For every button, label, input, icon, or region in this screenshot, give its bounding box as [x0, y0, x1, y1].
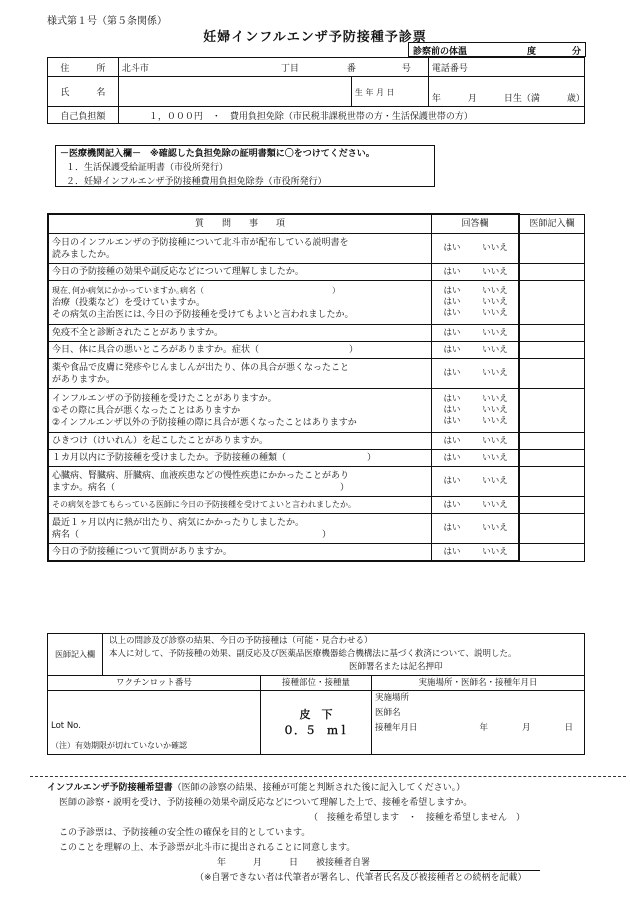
col-place-header: 実施場所・医師名・接種年月日 — [371, 676, 584, 691]
doctor-note-cell[interactable] — [519, 325, 585, 342]
answer-yes[interactable] — [432, 467, 473, 497]
no-option[interactable]: いいえ — [482, 243, 508, 253]
yes-option[interactable]: はい — [443, 297, 461, 307]
answer-yes[interactable] — [432, 389, 473, 433]
no-option[interactable]: いいえ — [482, 499, 508, 510]
no-option[interactable]: いいえ — [482, 405, 508, 415]
wish-section — [47, 781, 607, 886]
doctor-note-cell[interactable] — [519, 359, 585, 389]
doctor-note-cell[interactable] — [519, 281, 585, 325]
header-answer: 回答欄 — [432, 214, 520, 234]
question-text — [48, 342, 432, 359]
question-row — [48, 433, 585, 450]
address-field[interactable] — [118, 58, 428, 77]
place-field[interactable] — [371, 691, 584, 755]
medical-heading: －医療機関記入欄－ ※確認した負担免除の証明書類に〇をつけてください。 — [60, 149, 375, 159]
answer-yes[interactable] — [432, 281, 473, 325]
yes-option[interactable]: はい — [443, 405, 461, 415]
date-label: 接種年月日 — [374, 723, 418, 733]
doctor-note-cell[interactable] — [519, 342, 585, 359]
answer-yes[interactable] — [432, 514, 473, 544]
cost-value: １，０００円 ・ 費用負担免除（市民税非課税世帯の方・生活保護世帯の方） — [118, 107, 584, 124]
no-option[interactable]: いいえ — [482, 452, 508, 463]
no-option[interactable]: いいえ — [482, 344, 508, 355]
question-text — [48, 359, 432, 389]
question-row — [48, 389, 585, 433]
no-option[interactable]: いいえ — [482, 523, 508, 533]
yes-option[interactable]: はい — [443, 499, 461, 510]
yes-option[interactable]: はい — [443, 394, 461, 404]
doctor-label: 医師記入欄 — [48, 634, 103, 676]
answer-no[interactable] — [472, 281, 519, 325]
question-line: ①その際に具合が悪くなったことはありますか — [52, 405, 241, 416]
answer-yes[interactable] — [432, 497, 473, 514]
doctor-note-cell[interactable] — [519, 433, 585, 450]
date-format: 年 月 日 — [479, 723, 573, 733]
question-text — [48, 389, 432, 433]
medical-institution-box — [55, 145, 435, 187]
yes-option[interactable]: はい — [443, 435, 461, 446]
doctor-entry-table — [47, 633, 585, 755]
question-line: ひきつけ（けいれん）を起こしたことがありますか。 — [52, 436, 269, 446]
name-field[interactable] — [118, 77, 351, 107]
question-row — [48, 544, 585, 562]
form-number: 様式第１号（第５条関係） — [47, 16, 167, 27]
medical-item-1: １．生活保護受給証明書（市役所発行） — [66, 163, 229, 173]
answer-yes[interactable] — [432, 544, 473, 562]
question-text — [48, 467, 432, 497]
question-line: ますか。病名（ ） — [52, 482, 350, 493]
wish-title-note: （医師の診察の結果、接種が可能と判断された後に記入してください。） — [172, 783, 466, 793]
temperature-label: 診察前の体温 — [413, 47, 468, 57]
question-row — [48, 359, 585, 389]
doctor-note-cell[interactable] — [519, 514, 585, 544]
question-text — [48, 264, 432, 281]
answer-yes[interactable] — [432, 450, 473, 467]
question-line: その病気を診てもらっている医師に今日の予防接種を受けてよいと言われましたか。 — [52, 500, 356, 509]
question-line: 薬や食品で皮膚に発疹やじんましんが出たり、体の具合が悪くなったこと — [52, 362, 350, 373]
col-site-header: 接種部位・接種量 — [260, 676, 371, 691]
answer-yes[interactable] — [432, 342, 473, 359]
answer-yes[interactable] — [432, 433, 473, 450]
answer-no[interactable] — [472, 389, 519, 433]
name-label: 氏 名 — [48, 77, 119, 107]
question-row — [48, 450, 585, 467]
site-field — [260, 691, 371, 755]
question-text — [48, 514, 432, 544]
question-row — [48, 497, 585, 514]
question-line: 免疫不全と診断されたことがありますか。 — [52, 328, 224, 338]
answer-yes[interactable] — [432, 264, 473, 281]
lot-field[interactable] — [48, 691, 261, 755]
lot-no-label: Lot No. — [51, 721, 81, 731]
yes-option[interactable]: はい — [443, 243, 461, 253]
wish-choice[interactable]: （ 接種を希望します ・ 接種を希望しません ） — [309, 813, 526, 823]
wish-sign-label: 年 月 日 被接種者自署 — [217, 858, 371, 868]
question-line: 今日の予防接種の効果や副反応などについて理解しましたか。 — [52, 267, 304, 277]
address-city: 北斗市 — [121, 63, 149, 74]
no-option[interactable]: いいえ — [482, 297, 508, 307]
answer-no[interactable] — [472, 514, 519, 544]
header-doctor: 医師記入欄 — [519, 214, 585, 234]
question-line: 治療（投薬など）を受けていますか。 — [52, 297, 206, 308]
question-line: 今日のインフルエンザの予防接種について北斗市が配布している説明書を — [52, 237, 349, 248]
question-line: １カ月以内に予防接種を受けましたか。予防接種の種類（ ） — [52, 453, 377, 463]
dob-field[interactable] — [428, 77, 584, 107]
question-row — [48, 325, 585, 342]
cost-label: 自己負担額 — [48, 107, 119, 124]
question-row — [48, 234, 585, 264]
phone-field[interactable] — [428, 58, 584, 77]
answer-yes[interactable] — [432, 359, 473, 389]
question-text — [48, 433, 432, 450]
answer-no[interactable] — [472, 450, 519, 467]
no-option[interactable]: いいえ — [482, 368, 508, 378]
question-text — [48, 234, 432, 264]
col-lot-header: ワクチンロット番号 — [48, 676, 261, 691]
question-line: その病気の主治医には､今日の予防接種を受けてもよいと言われましたか。 — [52, 309, 354, 320]
wish-sign-row[interactable] — [47, 856, 607, 871]
answer-no[interactable] — [472, 234, 519, 264]
question-text — [48, 281, 432, 325]
doctor-name-label: 医師名 — [374, 708, 401, 718]
temperature-field[interactable] — [408, 42, 586, 57]
answer-no[interactable] — [472, 325, 519, 342]
question-row — [48, 342, 585, 359]
no-option[interactable]: いいえ — [482, 394, 508, 404]
no-option[interactable]: いいえ — [482, 308, 508, 318]
no-option[interactable]: いいえ — [482, 416, 508, 426]
dob-format: 年 月 日生（満 歳） — [431, 94, 585, 104]
question-line: 心臓病、腎臓病、肝臓病、血液疾患などの慢性疾患にかかったことがあり — [52, 470, 350, 481]
page-title: 妊婦インフルエンザ予防接種予診票 — [203, 30, 427, 45]
doctor-note-cell[interactable] — [519, 450, 585, 467]
answer-no[interactable] — [472, 342, 519, 359]
no-option[interactable]: いいえ — [482, 266, 508, 277]
doctor-line-2: 本人に対して、予防接種の効果、副反応及び医薬品医療機器総合機構法に基づく救済について、説明した。 — [109, 649, 517, 659]
question-line: 今日の予防接種について質問がありますか。 — [52, 547, 232, 557]
no-option[interactable]: いいえ — [482, 546, 508, 557]
answer-no[interactable] — [472, 264, 519, 281]
answer-no[interactable] — [472, 467, 519, 497]
answer-yes[interactable] — [432, 234, 473, 264]
yes-option[interactable]: はい — [443, 266, 461, 277]
doctor-statement[interactable] — [103, 634, 585, 676]
doctor-note-cell[interactable] — [519, 467, 585, 497]
address-label: 住 所 — [48, 58, 119, 77]
yes-option[interactable]: はい — [443, 308, 461, 318]
signature-line[interactable] — [370, 860, 540, 871]
doctor-note-cell[interactable] — [519, 544, 585, 562]
question-text — [48, 450, 432, 467]
yes-option[interactable]: はい — [443, 286, 461, 296]
dose-value: ０．５ ｍｌ — [282, 723, 349, 737]
no-option[interactable]: いいえ — [482, 435, 508, 446]
site-value: 皮 下 — [299, 707, 333, 721]
yes-option[interactable]: はい — [443, 344, 461, 355]
doctor-note-cell[interactable] — [519, 264, 585, 281]
medical-item-2: ２．妊婦インフルエンザ予防接種費用負担免除券（市役所発行） — [66, 177, 327, 187]
question-row — [48, 514, 585, 544]
dob-label: 生 年 月 日 — [351, 77, 428, 107]
yes-option[interactable]: はい — [443, 546, 461, 557]
wish-line-3: このことを理解の上、本予診票が北斗市に提出されることに同意します。 — [59, 843, 356, 853]
answer-no[interactable] — [472, 544, 519, 562]
doctor-signature-label: 医師署名または記名押印 — [349, 662, 443, 672]
yes-option[interactable]: はい — [443, 523, 461, 533]
questionnaire-table — [47, 213, 585, 562]
wish-line-1: 医師の診察・説明を受け、予防接種の効果や副反応などについて理解した上で、接種を希望しますか。 — [59, 798, 473, 808]
personal-info-table — [47, 57, 585, 124]
question-text — [48, 497, 432, 514]
yes-option[interactable]: はい — [443, 368, 461, 378]
temperature-unit-minute: 分 — [572, 47, 582, 57]
phone-label: 電話番号 — [431, 63, 468, 74]
address-chome: 丁目 — [280, 64, 299, 74]
wish-line-2: この予診票は、予防接種の安全性の確保を目的としています。 — [59, 828, 311, 838]
no-option[interactable]: いいえ — [482, 327, 508, 338]
answer-no[interactable] — [472, 433, 519, 450]
header-question: 質 問 事 項 — [48, 214, 432, 234]
question-line: 現在､何か病気にかかっていますか｡病名（ ） — [52, 285, 340, 295]
lot-note: （注）有効期限が切れていないか確認 — [51, 741, 187, 750]
doctor-note-cell[interactable] — [519, 389, 585, 433]
wish-title: インフルエンザ予防接種希望書 — [47, 783, 173, 793]
answer-no[interactable] — [472, 359, 519, 389]
doctor-note-cell[interactable] — [519, 497, 585, 514]
temperature-unit-degree: 度 — [527, 47, 537, 57]
no-option[interactable]: いいえ — [482, 286, 508, 296]
question-line: 最近１ヶ月以内に熱が出たり、病気にかかったりしましたか。 — [52, 517, 305, 528]
question-line: インフルエンザの予防接種を受けたことがありますか。 — [52, 393, 277, 404]
yes-option[interactable]: はい — [443, 416, 461, 426]
wish-note: （※自署できない者は代筆者が署名し、代筆者氏名及び被接種者との続柄を記載） — [195, 873, 527, 883]
cut-line — [30, 776, 626, 777]
question-row — [48, 264, 585, 281]
question-text — [48, 325, 432, 342]
doctor-line-1: 以上の問診及び診察の結果、今日の予防接種は（可能・見合わせる） — [109, 636, 373, 646]
place-label: 実施場所 — [374, 693, 409, 703]
yes-option[interactable]: はい — [443, 452, 461, 463]
question-line: 読みましたか。 — [52, 249, 116, 260]
question-line: ②インフルエンザ以外の予防接種の際に具合が悪くなったことはありますか — [52, 417, 357, 428]
doctor-note-cell[interactable] — [519, 234, 585, 264]
question-row — [48, 467, 585, 497]
question-line: 今日、体に具合の悪いところがありますか。症状（ ） — [52, 345, 359, 355]
question-row — [48, 281, 585, 325]
yes-option[interactable]: はい — [443, 476, 461, 486]
question-line: がありますか。 — [52, 374, 116, 385]
yes-option[interactable]: はい — [443, 327, 461, 338]
address-banchi: 番 — [346, 64, 356, 74]
question-line: 病名（ ） — [52, 529, 332, 540]
address-go: 号 — [401, 64, 411, 74]
question-text — [48, 544, 432, 562]
answer-yes[interactable] — [432, 325, 473, 342]
answer-no[interactable] — [472, 497, 519, 514]
no-option[interactable]: いいえ — [482, 476, 508, 486]
